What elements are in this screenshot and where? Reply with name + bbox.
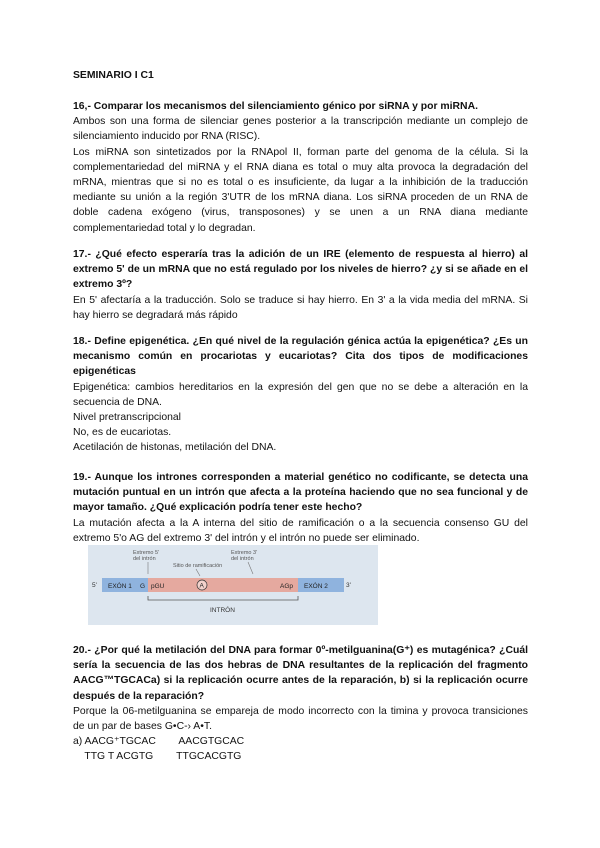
answer-17: En 5' afectaría a la traducción. Solo se traduce si hay hierro. En 3' a la vida media del mRNA. Si hay hierro se degradará más rápido: [73, 294, 528, 321]
question-19: 19.- Aunque los intrones corresponden a material genético no codificante, se detecta una mutación puntual en un intrón que afecta a la proteína haciendo que no sea funcional y de mayor tamaño. ¿Qué explicación podría tener este hecho?: [73, 472, 528, 514]
branch-a-label: A: [199, 582, 204, 590]
label-5ss-2: del intrón: [133, 556, 156, 562]
sequence-line-2: TTG T ACGTG TTGCACGTG: [73, 751, 242, 763]
question-20: 20.- ¿Por qué la metilación del DNA para formar 0º-metilguanina(G⁺) es mutagénica? ¿Cuál sería la secuencia de las dos hebras de DNA resultantes de la replicación del fragmento AACG™TGCACa) si la replicación ocurre antes de la reparación, b) si la replicación ocurre después de la reparación?: [73, 645, 528, 702]
answer-18-line-4: Acetilación de histonas, metilación del DNA.: [73, 442, 277, 454]
label-3ss: Extremo 3': [231, 550, 258, 556]
intron-diagram-svg: [88, 545, 378, 625]
document-title: SEMINARIO I C1: [73, 70, 154, 81]
document-page: [73, 68, 528, 763]
label-3ss-2: del intrón: [231, 556, 254, 562]
question-17: 17.- ¿Qué efecto esperaría tras la adición de un IRE (elemento de respuesta al hierro) al extremo 5' de un mRNA que no está regulado por los niveles de hierro? ¿y si se añade en el extremo 3º?: [73, 249, 528, 291]
section-19: [73, 470, 528, 546]
intron-label: INTRÓN: [210, 607, 235, 614]
exon1-label: EXÓN 1: [108, 583, 132, 590]
exon1-g: G: [140, 583, 146, 590]
question-18: 18.- Define epigenética. ¿En qué nivel de la regulación génica actúa la epigenética? ¿Es un mecanismo común en procariotas y eucariotas? Cita dos tipos de modificaciones epigenéticas: [73, 336, 528, 378]
sequence-line-1: a) AACG⁺TGCAC AACGTGCAC: [73, 736, 245, 748]
answer-18-line-1: Epigenética: cambios hereditarios en la expresión del gen que no se debe a alteración en la secuencia de DNA.: [73, 381, 528, 408]
label-5ss: Extremo 5': [133, 550, 160, 556]
section-18: [73, 334, 528, 456]
intron-box: [148, 578, 298, 592]
question-16: 16,- Comparar los mecanismos del silenciamiento génico por siRNA y por miRNA.: [73, 101, 478, 112]
intron-splicing-figure: [88, 545, 378, 625]
label-branch: Sitio de ramificación: [173, 563, 223, 569]
gu-label: pGU: [151, 583, 165, 590]
section-20: [73, 643, 528, 765]
answer-19: La mutación afecta a la A interna del sitio de ramificación o a la secuencia consenso GU del extremo 5'o AG del extremo 3' del intrón y el intrón no puede ser eliminado.: [73, 517, 528, 544]
answer-16-para-2: Los miRNA son sintetizados por la RNApol II, forman parte del genoma de la célula. Si la complementariedad del miRNA y el RNA diana es total o muy alta provoca la degradación del mRNA, mientras que si no es total o es insuficiente, da lugar a la inhibición de la traducción mediante su unión a la región 3'UTR de los mRNA diana. Los siRNA proceden de un RNA de doble cadena exógeno (virus, transposones) y se unen a un RNA diana mediante complementariedad total y lo degradan.: [73, 146, 528, 234]
five-prime-label: 5': [92, 582, 97, 589]
answer-18-line-2: Nivel pretranscripcional: [73, 412, 181, 424]
section-16: [73, 99, 528, 236]
section-17: [73, 247, 528, 323]
three-prime-label: 3': [346, 582, 351, 589]
answer-16-para-1: Ambos son una forma de silenciar genes posterior a la transcripción mediante un complejo de silenciamiento inducido por RNA (RISC).: [73, 116, 528, 143]
ag-label: AGp: [280, 583, 294, 590]
answer-18-line-3: No, es de eucariotas.: [73, 427, 172, 439]
exon2-label: EXÓN 2: [304, 583, 328, 590]
answer-20: Porque la 06-metilguanina se empareja de modo incorrecto con la timina y provoca transiciones de un par de bases G•C-› A•T.: [73, 705, 528, 733]
